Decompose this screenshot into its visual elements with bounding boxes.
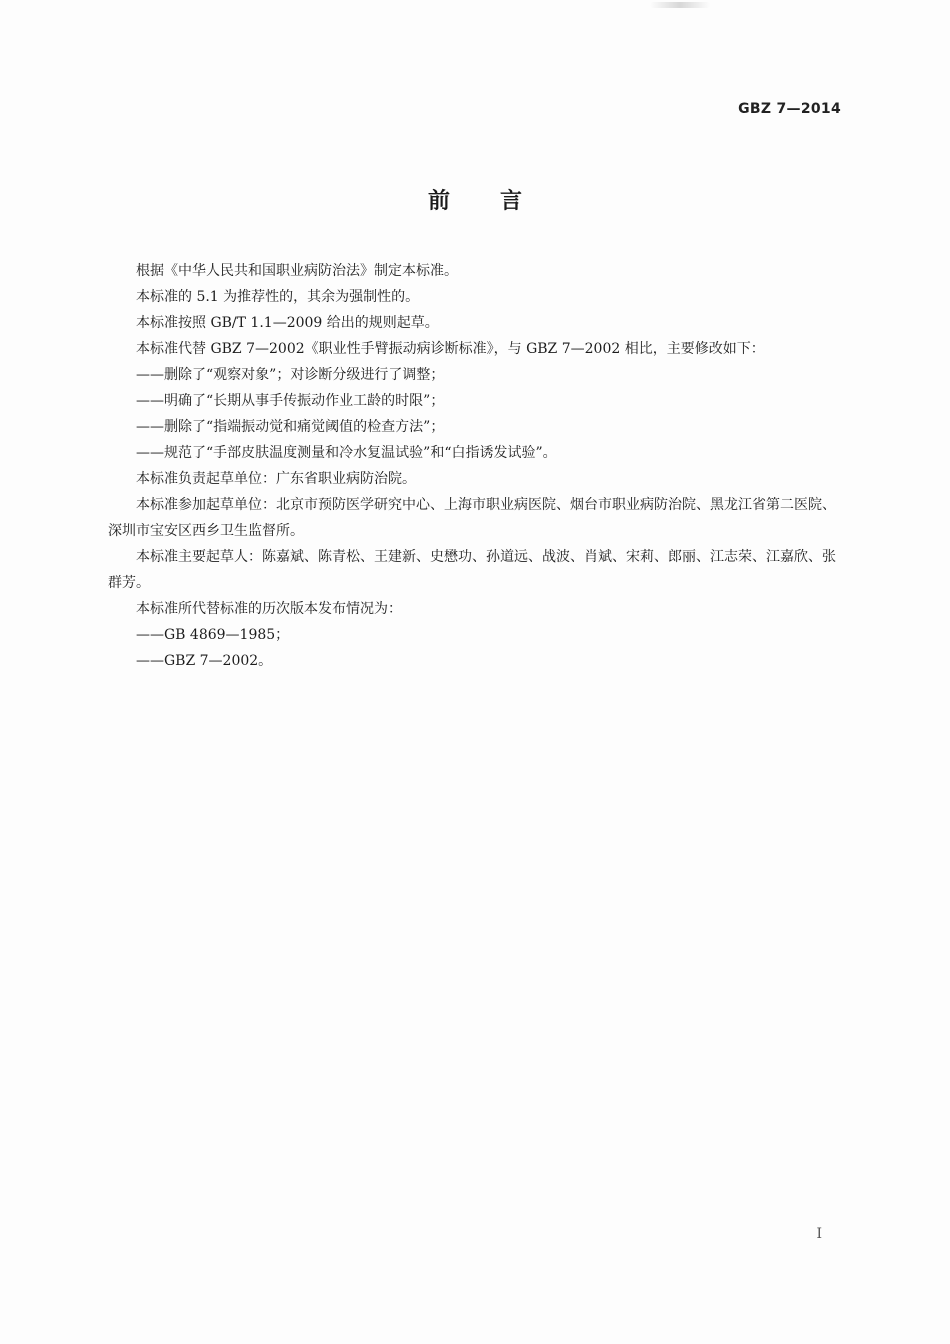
paragraph: 本标准的 5.1 为推荐性的，其余为强制性的。 [136,289,420,305]
list-item: ——GB 4869—1985； [136,627,290,643]
scan-artifact [650,2,710,8]
paragraph: 本标准按照 GB/T 1.1—2009 给出的规则起草。 [136,315,439,331]
paragraph: 根据《中华人民共和国职业病防治法》制定本标准。 [136,263,458,279]
paragraph: 本标准主要起草人：陈嘉斌、陈青松、王建新、史懋功、孙道远、战波、肖斌、宋莉、郎丽、江志荣、江嘉欣、张群芳。 [108,549,836,591]
list-item: ——规范了“手部皮肤温度测量和冷水复温试验”和“白指诱发试验”。 [136,445,557,461]
list-item: ——删除了“指端振动觉和痛觉阈值的检查方法”； [136,419,445,435]
list-item: ——GBZ 7—2002。 [136,653,273,669]
page-number: I [816,1226,822,1242]
paragraph: 本标准所代替标准的历次版本发布情况为： [136,601,402,617]
paragraph: 本标准负责起草单位：广东省职业病防治院。 [136,471,416,487]
list-item: ——明确了“长期从事手传振动作业工龄的时限”； [136,393,445,409]
foreword-body [108,258,843,674]
paragraph: 本标准代替 GBZ 7—2002《职业性手臂振动病诊断标准》，与 GBZ 7—2002 相比，主要修改如下： [136,341,765,357]
list-item: ——删除了“观察对象”；对诊断分级进行了调整； [136,367,445,383]
standard-code: GBZ 7—2014 [738,101,841,117]
paragraph: 本标准参加起草单位：北京市预防医学研究中心、上海市职业病医院、烟台市职业病防治院、黑龙江省第二医院、深圳市宝安区西乡卫生监督所。 [108,497,836,539]
page-title: 前言 [427,189,572,214]
